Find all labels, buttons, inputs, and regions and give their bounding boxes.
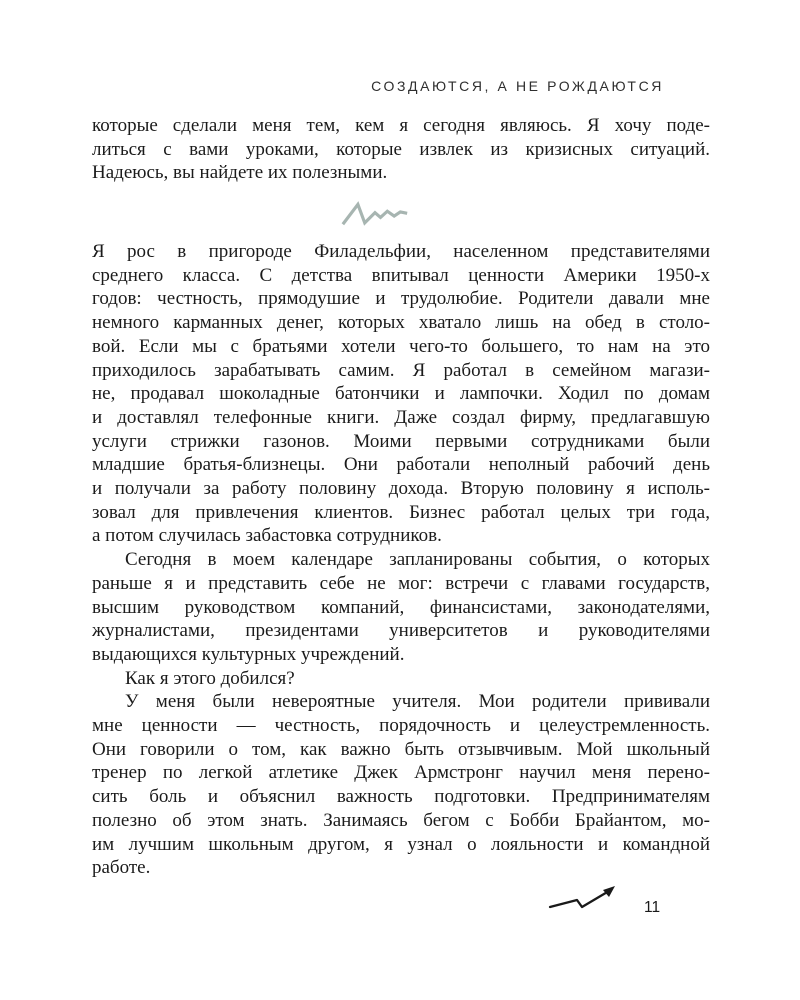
text-line: годов: честность, прямодушие и трудолюбие. Родители давали мне <box>92 288 710 310</box>
text-line: литься с вами уроками, которые извлек из кризисных ситуаций. <box>92 138 710 160</box>
text-line: высшим руководством компаний, финансистами, законодателями, <box>92 596 710 618</box>
text-line: Надеюсь, вы найдете их полезными. <box>92 162 388 184</box>
text-line: полезно об этом знать. Занимаясь бегом с Бобби Брайантом, мо- <box>92 809 710 831</box>
text-line: среднего класса. С детства впитывал ценности Америки 1950-х <box>92 264 710 286</box>
text-line: и получали за работу половину дохода. Вторую половину я исполь- <box>92 478 710 500</box>
text-line: тренер по легкой атлетике Джек Армстронг научил меня перено- <box>92 762 710 784</box>
text-line: сить боль и объяснил важность подготовки. Предпринимателям <box>92 786 710 808</box>
running-header: СОЗДАЮТСЯ, А НЕ РОЖДАЮТСЯ <box>371 78 664 94</box>
text-line: вой. Если мы с братьями хотели чего-то большего, то нам на это <box>92 335 710 357</box>
page-number: 11 <box>644 899 661 916</box>
text-line: зовал для привлечения клиентов. Бизнес работал целых три года, <box>92 501 710 523</box>
text-line: младшие братья-близнецы. Они работали неполный рабочий день <box>92 454 710 476</box>
text-line: и доставлял телефонные книги. Даже создал фирму, предлагавшую <box>92 406 710 428</box>
continuation-paragraphs <box>92 114 710 185</box>
text-line: не, продавал шоколадные батончики и лампочки. Ходил по домам <box>92 383 710 405</box>
text-line: Они говорили о том, как важно быть отзывчивым. Мой школьный <box>92 738 710 760</box>
text-line: услуги стрижки газонов. Моими первыми сотрудниками были <box>92 430 710 452</box>
text-line: журналистами, президентами университетов и руководителями <box>92 620 710 642</box>
trend-arrow-icon <box>548 884 620 912</box>
text-line: мне ценности — честность, порядочность и целеустремленность. <box>92 715 710 737</box>
text-line: Как я этого добился? <box>125 667 295 689</box>
text-line: а потом случилась забастовка сотрудников. <box>92 525 442 547</box>
text-line: им лучшим школьным другом, я узнал о лояльности и командной <box>92 833 710 855</box>
text-line: Сегодня в моем календаре запланированы события, о которых <box>125 549 710 571</box>
text-line: выдающихся культурных учреждений. <box>92 643 405 665</box>
zigzag-ornament-icon <box>328 201 422 227</box>
body-paragraphs <box>92 240 710 880</box>
text-line: приходилось зарабатывать самим. Я работал в семейном магази- <box>92 359 710 381</box>
text-line: работе. <box>92 857 151 879</box>
text-line: раньше я и представить себе не мог: встречи с главами государств, <box>92 572 710 594</box>
text-line: немного карманных денег, которых хватало лишь на обед в столо- <box>92 312 710 334</box>
text-line: Я рос в пригороде Филадельфии, населенном представителями <box>92 241 710 262</box>
text-line: которые сделали меня тем, кем я сегодня являюсь. Я хочу поде- <box>92 115 710 136</box>
text-line: У меня были невероятные учителя. Мои родители прививали <box>125 691 710 713</box>
